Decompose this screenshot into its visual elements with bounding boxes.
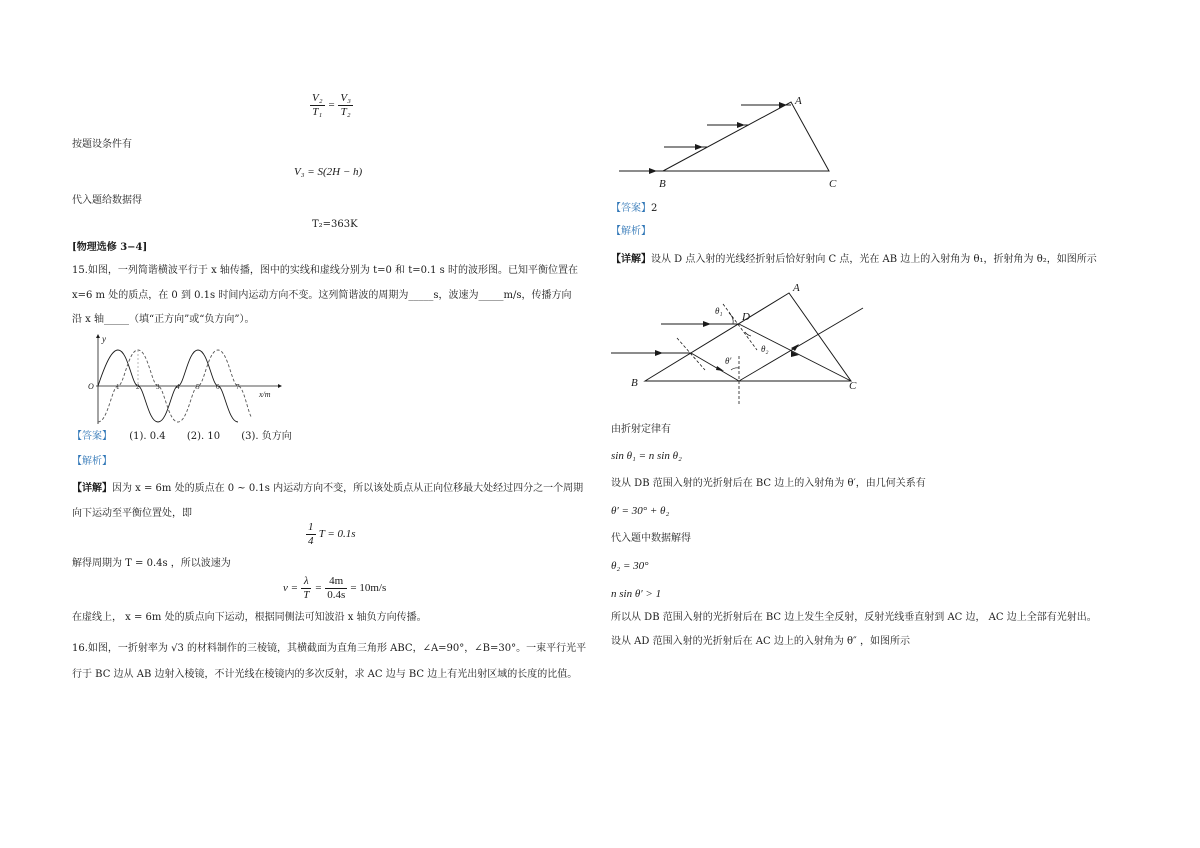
prism-figure-2 <box>611 280 871 408</box>
answer-item: (3). 负方向 <box>241 431 292 442</box>
tick-label: 3 <box>156 383 160 391</box>
answer-item: (1). 0.4 <box>129 431 166 442</box>
refracted-ray <box>691 353 739 381</box>
question-15-line2: x=6 m 处的质点，在 0 到 0.1s 时间内运动方向不变。这列简谐波的周期为_____s，波速为_____m/s，传播方向 <box>72 290 572 301</box>
question-16: 16.如图，一折射率为 √3 的材料制作的三棱镜，其横截面为直角三角形 ABC，∠A=90°，∠B=30°。一束平行光平行于 BC 边从 AB 边射入棱镜，不计光线在棱镜内的多次反射，求 AC 边与 BC 边上有光出射区域的长度的比值。 <box>72 643 587 680</box>
question-15-line1: 15.如图，一列简谐横波平行于 x 轴传播，图中的实线和虚线分别为 t=0 和 t=0.1 s 时的波形图。已知平衡位置在 <box>72 265 578 276</box>
tick-label: 6 <box>216 383 220 391</box>
refracted-ray <box>739 324 851 381</box>
analysis-label: 【解析】 <box>611 226 651 237</box>
tick-label: 4 <box>176 383 180 391</box>
arrow <box>779 102 787 108</box>
arrow <box>655 350 663 356</box>
origin-label: O <box>88 382 94 391</box>
wave-graph <box>82 334 282 426</box>
y-axis-arrow <box>96 334 100 338</box>
vertex-label: A <box>793 282 800 294</box>
equation-wave-speed: v = $\frac{\lambda}{T}$ = $\frac{4m}{0.4s}$ = 10m/s <box>283 575 387 601</box>
arrow <box>649 168 657 174</box>
detail-label: 【详解】 <box>611 254 651 265</box>
question-15-line3: 沿 x 轴_____（填“正方向”或“负方向”）。 <box>72 314 255 325</box>
db-text: 设从 DB 范围入射的光折射后在 BC 边上的入射角为 θ′，由几何关系有 <box>611 478 926 489</box>
substitute-label: 代入题给数据得 <box>72 195 142 206</box>
angle-label: θ′ <box>725 356 732 366</box>
answer-label: 【答案】 <box>72 431 112 442</box>
tick-label: 7 <box>236 383 240 391</box>
equation-theta-prime: θ′ = 30° + θ₂ <box>611 505 670 517</box>
vertex-label: B <box>659 178 666 190</box>
detail-paragraph <box>72 476 592 526</box>
answer-row <box>72 430 292 444</box>
normal-line <box>723 304 757 350</box>
tick-label: 5 <box>196 383 200 391</box>
equation-quarter-period: $\frac{1}{4}$ T = 0.1s <box>308 521 356 547</box>
vertex-label: A <box>795 95 802 107</box>
vertex-label: B <box>631 377 638 389</box>
fraction: $\frac{\text{V₂}}{\text{T₁}}$ <box>312 92 323 118</box>
detail-text: 设从 D 点入射的光线经折射后恰好射向 C 点，光在 AB 边上的入射角为 θ₁，折射角为 θ₂，如图所示 <box>651 254 1097 265</box>
fraction: $\frac{\text{V₃}}{\text{T₂}}$ <box>340 92 351 118</box>
t2-result: T₂=363K <box>312 219 358 230</box>
detail-label: 【详解】 <box>72 483 112 494</box>
section-title: [物理选修 3−4] <box>72 242 148 253</box>
prism-figure-1 <box>619 92 859 192</box>
x-axis-label: x/m <box>259 390 271 399</box>
tick-label: 2 <box>136 383 140 391</box>
ad-text: 设从 AD 范围入射的光折射后在 AC 边上的入射角为 θ″ ，如图所示 <box>611 636 910 647</box>
refraction-label: 由折射定律有 <box>611 424 671 435</box>
equation-theta2: θ₂ = 30° <box>611 560 649 572</box>
equation-gas-law: $\frac{\text{V₂}}{\text{T₁}}$ = $\frac{\text{V₃}}{\text{T₂}}$ <box>312 92 351 118</box>
answer-row <box>611 202 657 216</box>
triangle-abc <box>663 102 829 171</box>
tick-label: 1 <box>116 383 120 391</box>
detail-text: 因为 x = 6m 处的质点在 0 ~ 0.1s 内运动方向不变，所以该处质点从正向位移最大处经过四分之一个周期向下运动至平衡位置处，即 <box>72 483 584 519</box>
fraction: $\frac{4m}{0.4s}$ <box>327 575 346 601</box>
detail-paragraph <box>611 253 1097 267</box>
conclusion-text: 所以从 DB 范围入射的光折射后在 BC 边上发生全反射，反射光线垂直射到 AC 边， AC 边上全部有光射出。 <box>611 612 1097 623</box>
condition-label: 按题设条件有 <box>72 139 132 150</box>
answer-item: (2). 10 <box>186 431 221 442</box>
analysis-label: 【解析】 <box>72 456 112 467</box>
arrow <box>716 366 724 371</box>
angle-arc <box>745 332 751 336</box>
dashed-line-text: 在虚线上， x = 6m 处的质点向下运动，根据同侧法可知波沿 x 轴负方向传播。 <box>72 612 427 623</box>
fraction: $\frac{1}{4}$ <box>308 521 314 547</box>
angle-label: θ₁ <box>715 306 723 316</box>
y-axis-label: y <box>102 334 106 344</box>
arrow <box>695 144 703 150</box>
triangle-abc <box>645 293 851 381</box>
angle-label: θ₂ <box>761 344 769 354</box>
period-text: 解得周期为 T = 0.4s ，所以波速为 <box>72 558 231 569</box>
arrow <box>703 321 711 327</box>
angle-arc <box>729 313 733 324</box>
equation-volume: V₃ = S(2H − h) <box>294 166 363 178</box>
reflected-ray <box>739 308 863 381</box>
normal-line <box>677 338 705 370</box>
x-axis-arrow <box>278 384 282 388</box>
equation-inequality: n sin θ′ > 1 <box>611 588 662 600</box>
vertex-label: C <box>829 178 837 190</box>
equation-snell: sin θ₁ = n sin θ₂ <box>611 450 682 462</box>
fraction: $\frac{\lambda}{T}$ <box>303 575 310 601</box>
vertex-label: C <box>849 380 857 392</box>
answer-label: 【答案】 <box>611 203 651 214</box>
point-label: D <box>742 311 750 323</box>
substitute-label: 代入题中数据解得 <box>611 533 691 544</box>
answer-value: 2 <box>651 203 658 214</box>
angle-arc <box>731 368 739 370</box>
